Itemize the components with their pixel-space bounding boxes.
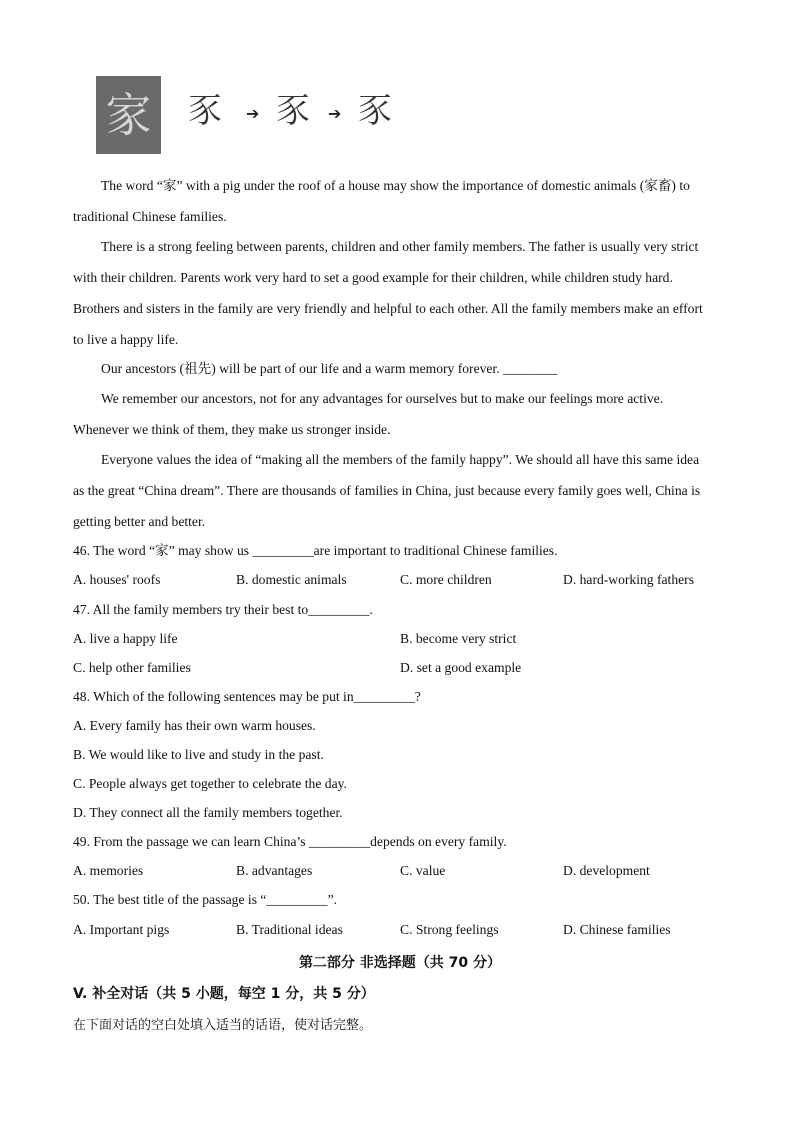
part-two-heading: 第二部分 非选择题（共 70 分） (298, 955, 502, 971)
option-d[interactable]: D. hard-working fathers (563, 572, 694, 587)
seal-character: 家 (105, 88, 152, 142)
option-a[interactable]: A. houses' roofs (73, 572, 161, 587)
question-stem: 47. All the family members try their best to_________. (73, 602, 373, 617)
passage-line: Brothers and sisters in the family are very friendly and helpful to each other. All the family members make an effort (73, 301, 703, 316)
passage-line: Our ancestors (祖先) will be part of our life and a warm memory forever. ________ (101, 361, 558, 376)
option-d[interactable]: D. development (563, 863, 650, 878)
option-c[interactable]: C. People always get together to celebrate the day. (73, 776, 347, 791)
section-instruction: 在下面对话的空白处填入适当的话语，使对话完整。 (73, 1018, 373, 1033)
option-b[interactable]: B. advantages (236, 863, 313, 878)
option-a[interactable]: A. Important pigs (73, 922, 170, 937)
option-c[interactable]: C. value (400, 863, 446, 878)
question-stem: 50. The best title of the passage is “_________”. (73, 892, 338, 907)
option-d[interactable]: D. They connect all the family members together. (73, 805, 343, 820)
option-b[interactable]: B. We would like to live and study in the past. (73, 747, 324, 762)
section-v-heading: V. 补全对话（共 5 小题，每空 1 分，共 5 分） (73, 986, 375, 1002)
seal-script-image (96, 76, 161, 154)
option-c[interactable]: C. help other families (73, 660, 191, 675)
passage-line: The word “家” with a pig under the roof of a house may show the importance of domestic animals (家畜) to (101, 178, 690, 193)
modern-pig-glyph: 豕 (358, 91, 392, 131)
option-a[interactable]: A. memories (73, 863, 144, 878)
arrow-icon: ➔ (246, 104, 260, 123)
option-a[interactable]: A. Every family has their own warm houses. (73, 718, 316, 733)
oracle-pig-glyph: 豕 (188, 91, 222, 131)
option-d[interactable]: D. set a good example (400, 660, 522, 675)
bronze-pig-glyph: 豕 (276, 91, 310, 131)
passage-line: to live a happy life. (73, 332, 179, 347)
passage-line: We remember our ancestors, not for any advantages for ourselves but to make our feelings more active. (101, 391, 664, 406)
passage-line: traditional Chinese families. (73, 209, 227, 224)
option-b[interactable]: B. Traditional ideas (236, 922, 343, 937)
passage-line: as the great “China dream”. There are thousands of families in China, just because every family goes well, China is (73, 483, 701, 498)
option-b[interactable]: B. become very strict (400, 631, 517, 646)
passage-line: with their children. Parents work very hard to set a good example for their children, while children study hard. (73, 270, 673, 285)
arrow-icon: ➔ (328, 104, 342, 123)
passage-line: There is a strong feeling between parents, children and other family members. The father is usually very strict (101, 239, 699, 254)
option-b[interactable]: B. domestic animals (236, 572, 347, 587)
question-stem: 48. Which of the following sentences may be put in_________? (73, 689, 421, 704)
option-c[interactable]: C. Strong feelings (400, 922, 499, 937)
question-stem: 46. The word “家” may show us _________are important to traditional Chinese families. (73, 543, 558, 558)
question-stem: 49. From the passage we can learn China’s _________depends on every family. (73, 834, 507, 849)
option-a[interactable]: A. live a happy life (73, 631, 178, 646)
passage-line: getting better and better. (73, 514, 206, 529)
option-c[interactable]: C. more children (400, 572, 492, 587)
passage-line: Whenever we think of them, they make us stronger inside. (73, 422, 391, 437)
option-d[interactable]: D. Chinese families (563, 922, 671, 937)
character-evolution-figure (96, 76, 416, 158)
passage-line: Everyone values the idea of “making all the members of the family happy”. We should all have this same idea (101, 452, 700, 467)
